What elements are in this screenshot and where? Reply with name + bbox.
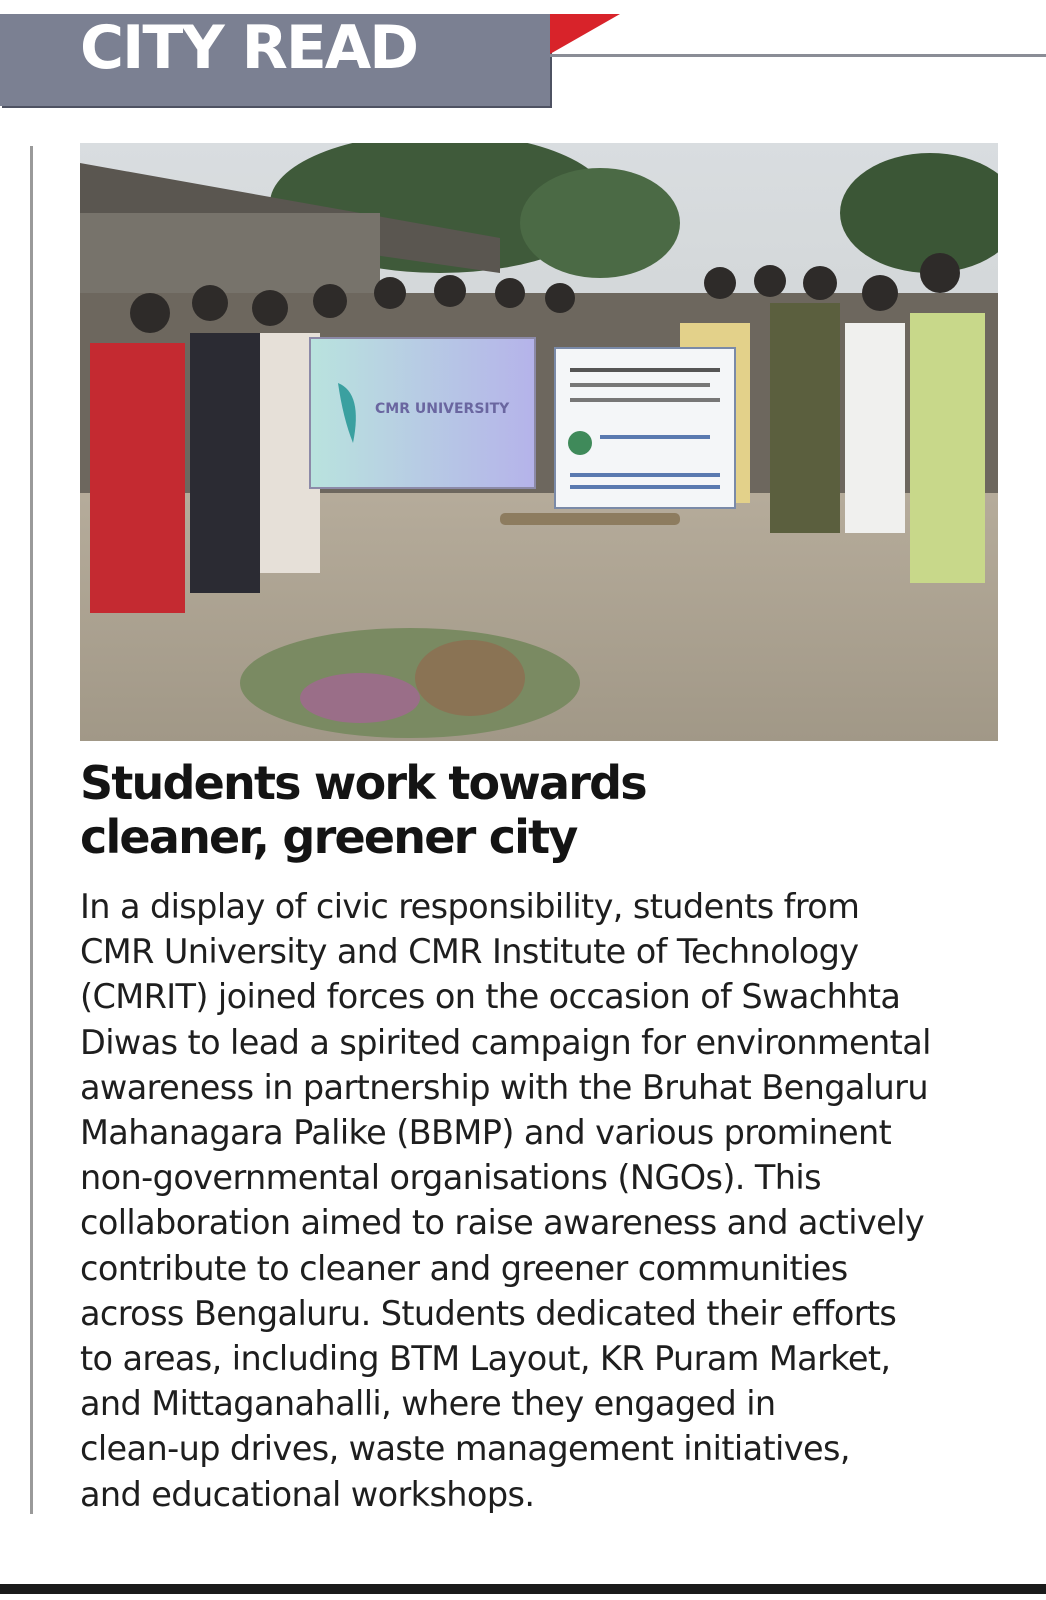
body-line: In a display of civic responsibility, students from — [80, 887, 860, 926]
article-photo — [80, 143, 998, 741]
body-line: non-governmental organisations (NGOs). This — [80, 1158, 821, 1198]
body-line: and educational workshops. — [80, 1474, 535, 1514]
body-line: CMR University and CMR Institute of Technology — [80, 932, 859, 972]
body-line: Diwas to lead a spirited campaign for environmental — [80, 1022, 931, 1062]
headline-line: cleaner, greener city — [80, 810, 577, 864]
red-flag-decoration — [550, 14, 620, 54]
body-line: awareness in partnership with the Bruhat Bengaluru — [80, 1067, 928, 1107]
column-rule — [30, 146, 33, 1514]
body-line: and Mittaganahalli, where they engaged in — [80, 1384, 776, 1424]
body-line: to areas, including BTM Layout, KR Puram Market, — [80, 1339, 891, 1379]
header-rule — [550, 54, 1046, 57]
photo-illustration — [80, 143, 998, 741]
body-line: clean-up drives, waste management initiatives, — [80, 1429, 850, 1469]
banner-left-text: CMR UNIVERSITY — [375, 401, 510, 417]
body-line: collaboration aimed to raise awareness and actively — [80, 1203, 925, 1243]
article-body — [80, 884, 1030, 1517]
bottom-rule — [0, 1584, 1046, 1594]
headline-line: Students work towards — [80, 756, 646, 810]
article-headline — [80, 756, 1020, 864]
body-line: Mahanagara Palike (BBMP) and various prominent — [80, 1113, 892, 1153]
body-line: contribute to cleaner and greener communities — [80, 1248, 848, 1288]
section-title: CITY READ — [80, 13, 418, 83]
body-line: (CMRIT) joined forces on the occasion of Swachhta — [80, 977, 901, 1017]
body-line: across Bengaluru. Students dedicated their efforts — [80, 1293, 897, 1333]
